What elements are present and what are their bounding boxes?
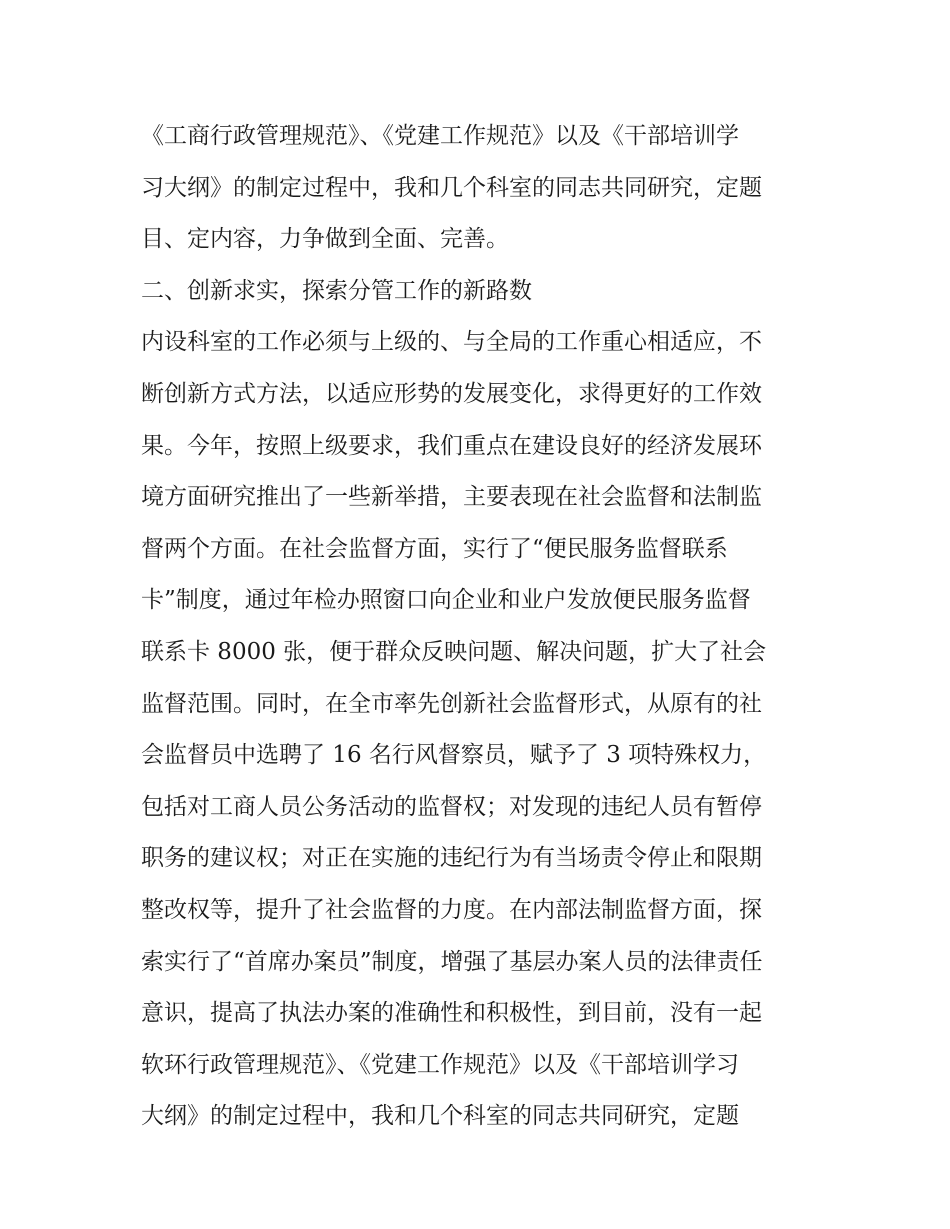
text-line: 大纲》的制定过程中，我和几个科室的同志共同研究，定题: [141, 1103, 739, 1130]
section-heading: 二、创新求实，探索分管工作的新路数: [141, 277, 532, 304]
text-line: 目、定内容，力争做到全面、完善。: [141, 226, 509, 253]
text-line: 断创新方式方法，以适应形势的发展变化，求得更好的工作效: [141, 380, 762, 407]
text-line: 意识，提高了执法办案的准确性和积极性，到目前，没有一起: [141, 1000, 762, 1027]
body-text: [141, 111, 821, 1143]
text-line: 习大纲》的制定过程中，我和几个科室的同志共同研究，定题: [141, 174, 762, 201]
text-line: 卡”制度，通过年检办照窗口向企业和业户发放便民服务监督: [141, 587, 751, 614]
text-line: 会监督员中选聘了 16 名行风督察员，赋予了 3 项特殊权力，: [141, 742, 767, 769]
text-line: 包括对工商人员公务活动的监督权；对发现的违纪人员有暂停: [141, 793, 762, 820]
text-line: 督两个方面。在社会监督方面，实行了“便民服务监督联系: [141, 535, 728, 562]
text-line: 联系卡 8000 张，便于群众反映问题、解决问题，扩大了社会: [141, 638, 767, 665]
text-line: 软环行政管理规范》、《党建工作规范》以及《干部培训学习: [141, 1051, 739, 1078]
text-line: 职务的建议权；对正在实施的违纪行为有当场责令停止和限期: [141, 845, 762, 872]
text-line: 索实行了“首席办案员”制度，增强了基层办案人员的法律责任: [141, 948, 763, 975]
text-line: 整改权等，提升了社会监督的力度。在内部法制监督方面，探: [141, 896, 762, 923]
text-line: 《工商行政管理规范》、《党建工作规范》以及《干部培训学: [141, 123, 739, 149]
text-line: 境方面研究推出了一些新举措，主要表现在社会监督和法制监: [141, 484, 762, 511]
text-line: 果。今年，按照上级要求，我们重点在建设良好的经济发展环: [141, 432, 762, 459]
text-line: 内设科室的工作必须与上级的、与全局的工作重心相适应，不: [141, 329, 762, 356]
text-line: 监督范围。同时，在全市率先创新社会监督形式，从原有的社: [141, 690, 762, 717]
